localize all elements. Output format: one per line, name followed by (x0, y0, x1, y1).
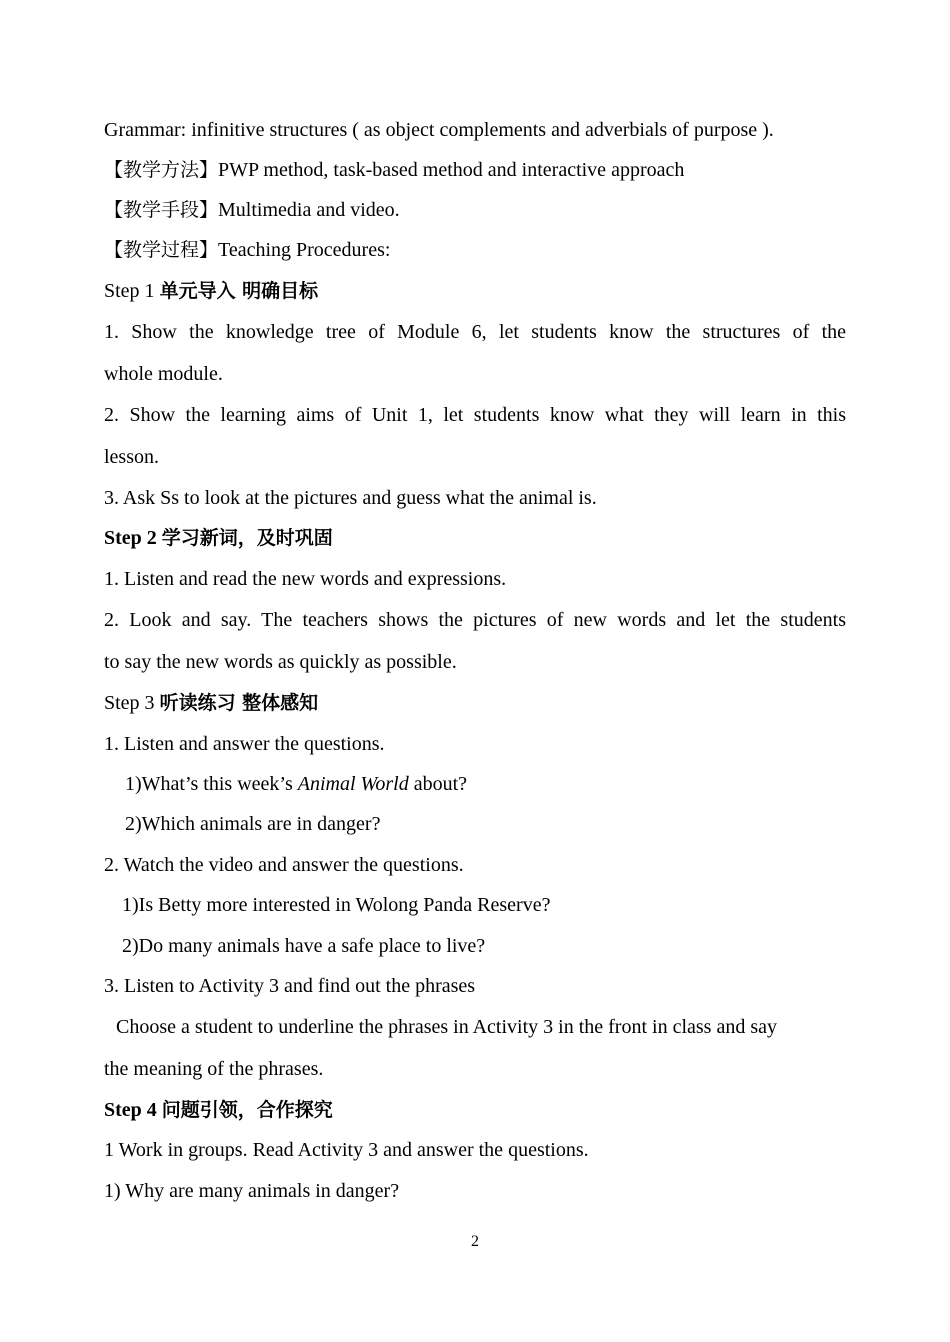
teaching-method-heading: 【教学方法】 (104, 159, 219, 181)
grammar-line: Grammar: infinitive structures ( as object complements and adverbials of purpose ). (104, 119, 774, 141)
step-3-question-4: 2)Do many animals have a safe place to live? (122, 935, 486, 957)
teaching-method-line (104, 156, 846, 184)
step-1-heading (104, 277, 846, 305)
step-3-label: Step 3 (104, 692, 160, 714)
teaching-method-text: PWP method, task-based method and interactive approach (218, 159, 685, 181)
step-4-title: 问题引领，合作探究 (161, 1099, 333, 1121)
step-3-item-2: 2. Watch the video and answer the questions. (104, 854, 464, 876)
question-text-start: 1)What’s this week’s (125, 773, 298, 795)
step-2-title: 学习新词，及时巩固 (161, 527, 333, 549)
step-1-item-2b: lesson. (104, 446, 159, 468)
teaching-means-text: Multimedia and video. (218, 199, 400, 221)
step-4-item-1: 1 Work in groups. Read Activity 3 and answer the questions. (104, 1139, 589, 1161)
step-2-item-1: 1. Listen and read the new words and expressions. (104, 568, 507, 590)
step-2-heading (104, 524, 846, 552)
teaching-means-heading: 【教学手段】 (104, 199, 219, 221)
step-3-question-1 (125, 770, 867, 798)
page-number: 2 (471, 1233, 479, 1250)
question-text-end: about? (408, 773, 467, 795)
step-4-question-1: 1) Why are many animals in danger? (104, 1180, 400, 1202)
teaching-process-heading: 【教学过程】 (104, 239, 219, 261)
step-1-label: Step 1 (104, 280, 160, 302)
step-3-question-2: 2)Which animals are in danger? (125, 813, 381, 835)
step-3-title: 听读练习 整体感知 (159, 692, 319, 714)
step-3-item-3: 3. Listen to Activity 3 and find out the phrases (104, 975, 476, 997)
step-3-heading (104, 689, 846, 717)
teaching-process-text: Teaching Procedures: (218, 239, 391, 261)
step-3-question-3: 1)Is Betty more interested in Wolong Panda Reserve? (122, 894, 551, 916)
step-2-label: Step 2 (104, 527, 162, 549)
step-4-label: Step 4 (104, 1099, 162, 1121)
step-1-item-2a: 2. Show the learning aims of Unit 1, let students know what they will learn in this (104, 404, 846, 426)
step-1-title: 单元导入 明确目标 (159, 280, 319, 302)
step-2-item-2a: 2. Look and say. The teachers shows the pictures of new words and let the students (104, 609, 846, 631)
step-2-item-2b: to say the new words as quickly as possible. (104, 651, 457, 673)
step-1-item-3: 3. Ask Ss to look at the pictures and guess what the animal is. (104, 487, 597, 509)
step-3-item-3-detail-b: the meaning of the phrases. (104, 1058, 324, 1080)
step-1-item-1a: 1. Show the knowledge tree of Module 6, let students know the structures of the (104, 321, 846, 343)
step-3-item-1: 1. Listen and answer the questions. (104, 733, 385, 755)
question-title-italic: Animal World (297, 773, 409, 795)
teaching-means-line (104, 196, 846, 224)
step-4-heading (104, 1096, 846, 1124)
teaching-process-line (104, 236, 846, 264)
step-3-item-3-detail-a: Choose a student to underline the phrases in Activity 3 in the front in class and say (116, 1016, 777, 1038)
step-1-item-1b: whole module. (104, 363, 223, 385)
